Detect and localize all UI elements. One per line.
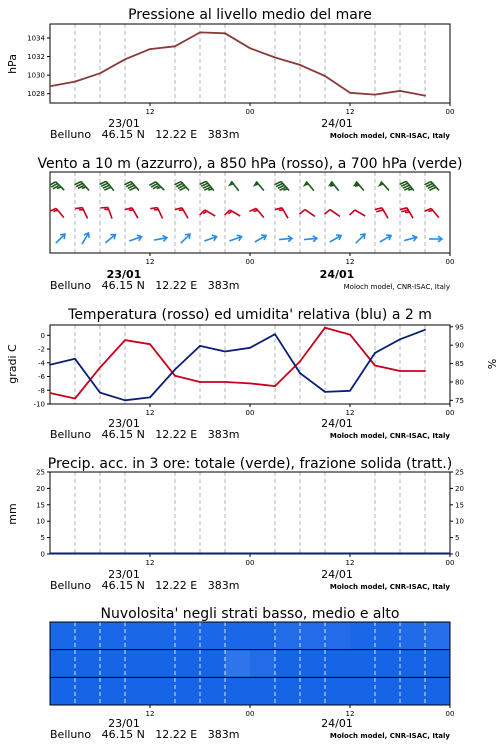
cloud-cell <box>75 650 101 678</box>
data-point <box>224 381 226 383</box>
wind-barb <box>299 208 314 222</box>
wind-barb <box>252 181 264 194</box>
x-date-label: 24/01 <box>321 417 353 430</box>
y-tick-label: 15 <box>36 501 45 510</box>
cloud-cell <box>425 677 451 705</box>
wind-barb <box>375 206 388 222</box>
model-label: Moloch model, CNR-ISAC, Italy <box>329 732 450 740</box>
wind-barb <box>154 235 168 243</box>
data-point <box>149 396 151 398</box>
x-date-label: 23/01 <box>108 417 140 430</box>
data-point <box>374 352 376 354</box>
data-point <box>274 333 276 335</box>
data-point <box>49 392 51 394</box>
data-point <box>374 94 376 96</box>
location-label: Belluno 46.15 N 12.22 E 383m <box>50 128 240 141</box>
cloud-cell <box>225 622 251 650</box>
x-tick-label: 12 <box>345 710 355 718</box>
cloud-cell <box>425 650 451 678</box>
wind-barb <box>79 231 91 245</box>
wind-barb <box>101 205 112 221</box>
y-tick-label: 75 <box>455 396 464 405</box>
x-tick-label: 00 <box>445 710 455 718</box>
wind-barb <box>203 234 217 244</box>
data-point <box>374 365 376 367</box>
y-tick-label: 1028 <box>27 90 45 99</box>
wind-barb <box>74 180 89 195</box>
panel-temperature-humidity <box>6 307 498 441</box>
cloud-cell <box>75 622 101 650</box>
y-axis-label: hPa <box>6 54 19 74</box>
x-date-label: 24/01 <box>321 717 353 730</box>
cloud-cell <box>50 677 76 705</box>
model-label: Moloch model, CNR-ISAC, Italy <box>343 283 450 291</box>
data-point <box>124 339 126 341</box>
cloud-cell <box>150 677 176 705</box>
y-tick-label: 90 <box>455 341 464 350</box>
panel-cloud-cover <box>50 606 454 741</box>
y-axis-label-right: % <box>485 358 498 370</box>
wind-barb <box>327 181 339 194</box>
wind-barb <box>354 232 367 245</box>
data-point <box>99 392 101 394</box>
barb-shaft <box>255 236 265 242</box>
cloud-cell <box>375 650 401 678</box>
data-point <box>149 48 151 50</box>
y-tick-label: 10 <box>36 517 45 526</box>
panel-wind <box>37 156 462 292</box>
y-tick-label: -8 <box>38 386 45 395</box>
data-point <box>399 338 401 340</box>
cloud-cell <box>125 677 151 705</box>
data-point <box>174 369 176 371</box>
cloud-cell <box>400 622 426 650</box>
y-tick-label: 10 <box>455 517 464 526</box>
data-point <box>274 57 276 59</box>
data-point <box>74 81 76 83</box>
wind-barb <box>227 181 239 194</box>
data-point <box>199 381 201 383</box>
wind-barb <box>403 234 417 243</box>
data-point <box>274 385 276 387</box>
data-point <box>49 85 51 87</box>
y-tick-label: 15 <box>455 501 464 510</box>
cloud-cell <box>200 677 226 705</box>
data-point <box>299 361 301 363</box>
cloud-cell <box>125 650 151 678</box>
chart-title: Pressione al livello medio del mare <box>128 7 372 23</box>
y-tick-label: 5 <box>40 534 45 543</box>
x-tick-label: 12 <box>345 108 355 116</box>
x-tick-label: 00 <box>245 710 255 718</box>
x-tick-label: 12 <box>145 710 155 718</box>
cloud-cell <box>50 650 76 678</box>
wind-barb <box>429 236 442 242</box>
x-tick-label: 12 <box>145 108 155 116</box>
chart-title: Vento a 10 m (azzurro), a 850 hPa (rosso), a 700 hPa (verde) <box>37 156 463 172</box>
y-tick-label: 0 <box>455 550 460 559</box>
cloud-cell <box>100 677 126 705</box>
location-label: Belluno 46.15 N 12.22 E 383m <box>50 279 240 292</box>
cloud-cell <box>275 677 301 705</box>
x-tick-label: 00 <box>245 559 255 567</box>
model-label: Moloch model, CNR-ISAC, Italy <box>329 132 450 140</box>
cloud-cell <box>225 650 251 678</box>
data-point <box>399 370 401 372</box>
cloud-cell <box>175 650 201 678</box>
plot-area <box>34 323 464 417</box>
cloud-cell <box>175 622 201 650</box>
cloud-cell <box>175 677 201 705</box>
cloud-cell <box>200 622 226 650</box>
data-point <box>424 95 426 97</box>
y-axis-label: mm <box>6 503 19 525</box>
wind-barb <box>54 232 67 245</box>
data-point <box>324 75 326 77</box>
data-point <box>199 345 201 347</box>
cloud-cell <box>250 677 276 705</box>
wind-barb <box>274 180 289 195</box>
barb-shaft <box>56 235 64 243</box>
plot-area <box>50 622 454 718</box>
cloud-cell <box>250 622 276 650</box>
cloud-cell <box>275 622 301 650</box>
cloud-cell <box>325 677 351 705</box>
wind-barb <box>103 232 117 245</box>
y-tick-label: 0 <box>40 550 45 559</box>
chart-title: Temperatura (rosso) ed umidita' relativa (blu) a 2 m <box>68 307 432 323</box>
cloud-cell <box>300 677 326 705</box>
plot-frame <box>50 472 450 554</box>
cloud-cell <box>375 677 401 705</box>
wind-barb <box>225 209 241 222</box>
cloud-cell <box>400 677 426 705</box>
wind-barb <box>279 235 292 242</box>
wind-barb <box>399 180 413 195</box>
barb-shaft <box>305 210 315 217</box>
x-tick-label: 12 <box>145 258 155 266</box>
model-label: Moloch model, CNR-ISAC, Italy <box>329 432 450 440</box>
cloud-cell <box>400 650 426 678</box>
x-tick-label: 12 <box>345 258 355 266</box>
barb-feather <box>249 207 256 213</box>
wind-barb <box>378 233 392 245</box>
data-point <box>249 47 251 49</box>
barb-shaft <box>306 181 314 190</box>
y-tick-label: 20 <box>455 484 464 493</box>
data-point <box>174 45 176 47</box>
barb-shaft <box>356 235 364 243</box>
wind-barb <box>275 206 288 222</box>
x-date-label: 23/01 <box>108 717 140 730</box>
y-tick-label: 80 <box>455 378 464 387</box>
wind-barb <box>128 234 142 244</box>
chart-title: Nuvolosita' negli strati basso, medio e alto <box>100 606 400 622</box>
x-tick-label: 00 <box>445 258 455 266</box>
cloud-cell <box>75 677 101 705</box>
x-tick-label: 00 <box>445 108 455 116</box>
y-axis-label: gradi C <box>6 344 19 384</box>
barb-shaft <box>82 234 88 244</box>
x-date-label: 24/01 <box>321 568 353 581</box>
chart-title: Precip. acc. in 3 ore: totale (verde), frazione solida (tratt.) <box>47 456 453 472</box>
x-tick-label: 00 <box>245 409 255 417</box>
data-point <box>349 334 351 336</box>
cloud-cell <box>200 650 226 678</box>
cloud-cell <box>100 622 126 650</box>
cloud-cell <box>275 650 301 678</box>
y-tick-label: 0 <box>40 331 45 340</box>
wind-barb <box>199 180 213 195</box>
data-point <box>299 372 301 374</box>
barb-feather <box>350 209 355 216</box>
cloud-cell <box>150 622 176 650</box>
cloud-cell <box>125 622 151 650</box>
barb-shaft <box>181 235 189 243</box>
location-label: Belluno 46.15 N 12.22 E 383m <box>50 728 240 741</box>
x-tick-label: 12 <box>345 409 355 417</box>
data-point <box>124 58 126 60</box>
y-tick-label: 20 <box>36 484 45 493</box>
wind-barb <box>149 180 164 195</box>
x-tick-label: 00 <box>245 108 255 116</box>
y-tick-label: -6 <box>38 373 45 382</box>
data-point <box>249 347 251 349</box>
wind-barb <box>328 233 342 245</box>
y-tick-label: -2 <box>38 345 45 354</box>
cloud-cell <box>150 650 176 678</box>
wind-barb <box>124 180 139 195</box>
x-tick-label: 00 <box>445 559 455 567</box>
cloud-cell <box>425 622 451 650</box>
wind-barb <box>253 233 267 245</box>
data-point <box>349 390 351 392</box>
cloud-cell <box>250 650 276 678</box>
x-tick-label: 12 <box>345 559 355 567</box>
barb-shaft <box>380 236 390 242</box>
y-tick-label: 1032 <box>27 53 45 62</box>
barb-shaft <box>381 182 389 191</box>
data-point <box>124 399 126 401</box>
cloud-cell <box>375 622 401 650</box>
data-point <box>199 31 201 33</box>
wind-barb <box>400 206 413 222</box>
x-tick-label: 12 <box>145 559 155 567</box>
y-tick-label: -10 <box>33 400 45 409</box>
barb-shaft <box>304 238 316 239</box>
barb-shaft <box>105 235 114 243</box>
data-point <box>324 327 326 329</box>
panel-pressure <box>6 7 454 141</box>
wind-barb <box>174 180 189 195</box>
wind-barb <box>125 206 138 222</box>
y-tick-label: 25 <box>455 468 464 477</box>
data-point <box>99 367 101 369</box>
plot-frame <box>50 325 450 404</box>
wind-barb <box>179 232 192 245</box>
wind-barb <box>324 208 339 222</box>
x-date-label: 23/01 <box>108 568 140 581</box>
barb-shaft <box>355 210 365 216</box>
barb-shaft <box>330 210 340 217</box>
wind-barb <box>150 206 162 222</box>
data-point <box>149 343 151 345</box>
data-point <box>224 32 226 34</box>
panel-precipitation <box>6 456 464 592</box>
wind-barb <box>302 181 314 194</box>
cloud-cell <box>100 650 126 678</box>
series-line <box>50 330 425 401</box>
barb-shaft <box>279 238 291 239</box>
y-tick-label: 85 <box>455 360 464 369</box>
barb-shaft <box>256 181 264 190</box>
wind-barb <box>175 206 188 222</box>
data-point <box>74 358 76 360</box>
y-tick-label: 1034 <box>27 34 45 43</box>
x-date-label: 23/01 <box>106 268 142 281</box>
data-point <box>299 64 301 66</box>
x-tick-label: 00 <box>445 409 455 417</box>
wind-barb <box>350 209 366 222</box>
y-tick-label: 1030 <box>27 71 45 80</box>
data-point <box>99 72 101 74</box>
cloud-cell <box>50 622 76 650</box>
wind-barb <box>228 234 242 244</box>
data-point <box>224 351 226 353</box>
cloud-cell <box>350 622 376 650</box>
wind-barb <box>424 180 439 195</box>
y-tick-label: 25 <box>36 468 45 477</box>
x-date-label: 23/01 <box>108 117 140 130</box>
wind-barb <box>49 180 64 195</box>
plot-area <box>36 469 464 568</box>
series-line <box>50 32 425 95</box>
plot-frame <box>50 24 450 103</box>
data-point <box>174 375 176 377</box>
plot-area <box>27 24 454 116</box>
wind-barb <box>424 207 438 222</box>
model-label: Moloch model, CNR-ISAC, Italy <box>329 583 450 591</box>
wind-barb <box>99 180 113 195</box>
cloud-cell <box>225 677 251 705</box>
wind-barb <box>49 207 63 222</box>
data-point <box>324 391 326 393</box>
wind-barb <box>200 209 216 222</box>
wind-barb <box>75 206 87 222</box>
cloud-cell <box>325 650 351 678</box>
data-point <box>424 329 426 331</box>
x-date-label: 24/01 <box>319 268 355 281</box>
wind-barb <box>249 207 263 222</box>
location-label: Belluno 46.15 N 12.22 E 383m <box>50 579 240 592</box>
data-point <box>399 90 401 92</box>
x-tick-label: 00 <box>245 258 255 266</box>
x-tick-label: 12 <box>145 409 155 417</box>
data-point <box>49 364 51 366</box>
data-point <box>74 398 76 400</box>
data-point <box>424 370 426 372</box>
wind-barb <box>304 235 317 242</box>
location-label: Belluno 46.15 N 12.22 E 383m <box>50 428 240 441</box>
cloud-cell <box>350 677 376 705</box>
plot-area <box>49 172 454 266</box>
cloud-cell <box>325 622 351 650</box>
data-point <box>249 382 251 384</box>
wind-barb <box>352 181 364 194</box>
barb-shaft <box>330 236 340 242</box>
y-tick-label: -4 <box>38 359 45 368</box>
cloud-cell <box>300 650 326 678</box>
y-tick-label: 5 <box>455 534 460 543</box>
data-point <box>349 92 351 94</box>
cloud-cell <box>350 650 376 678</box>
wind-barb <box>377 182 389 195</box>
y-tick-label: 95 <box>455 323 464 332</box>
x-date-label: 24/01 <box>321 117 353 130</box>
cloud-cell <box>300 622 326 650</box>
